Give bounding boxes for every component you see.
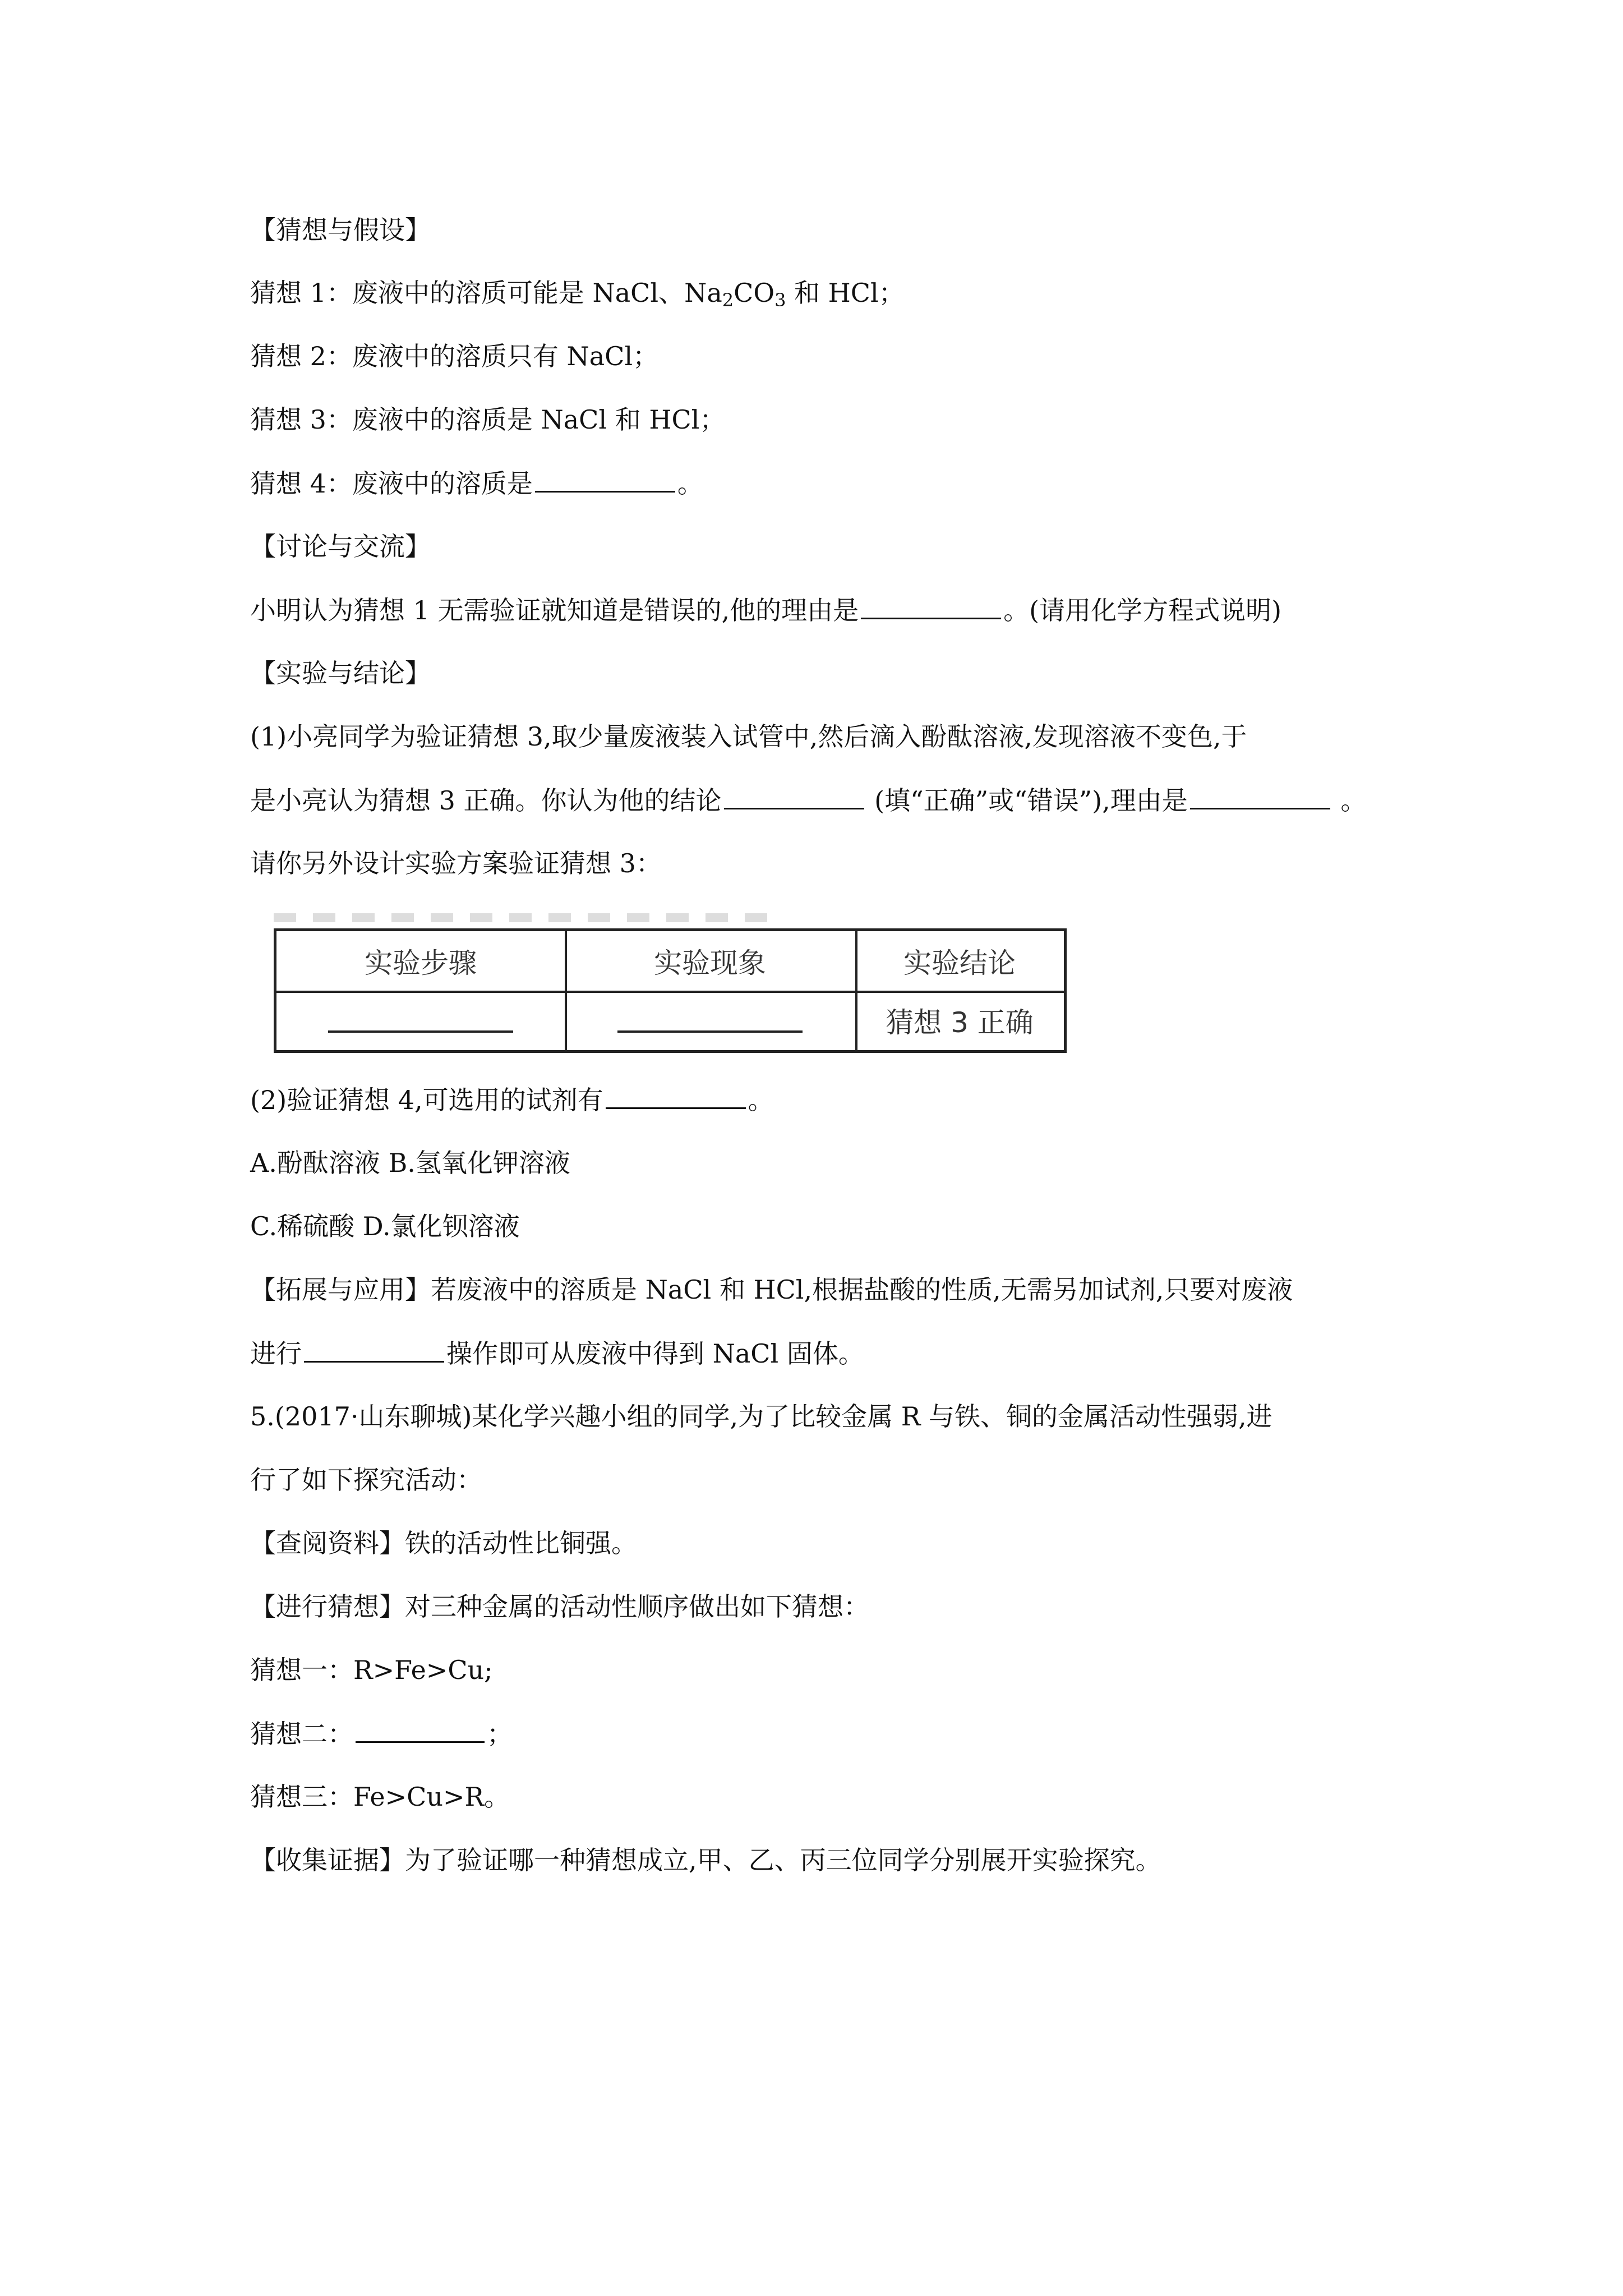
exp2-suffix: 。 bbox=[748, 1085, 774, 1115]
answer-blank[interactable] bbox=[1190, 783, 1330, 809]
h1-mid: CO bbox=[734, 278, 775, 308]
experiment-2 bbox=[250, 1083, 1596, 1117]
evidence: 【收集证据】为了验证哪一种猜想成立,甲、乙、丙三位同学分别展开实验探究。 bbox=[250, 1845, 1161, 1875]
table-cell-phenomena bbox=[565, 991, 857, 1050]
table-row bbox=[276, 991, 1064, 1050]
exp1-suffix: 。 bbox=[1332, 785, 1367, 816]
experiment-1-line-2 bbox=[250, 783, 1596, 817]
guess-1: 猜想一：R>Fe>Cu; bbox=[250, 1655, 493, 1685]
discussion-heading: 【讨论与交流】 bbox=[250, 531, 431, 562]
table-cell-steps bbox=[276, 991, 567, 1050]
guess-heading: 【进行猜想】对三种金属的活动性顺序做出如下猜想： bbox=[250, 1591, 869, 1622]
answer-blank[interactable] bbox=[617, 1008, 803, 1033]
hypothesis-4 bbox=[250, 466, 1596, 500]
answer-blank[interactable] bbox=[304, 1336, 444, 1363]
discussion-suffix: 。(请用化学方程式说明) bbox=[1003, 595, 1282, 625]
options-ab: A.酚酞溶液 B.氢氧化钾溶液 bbox=[250, 1148, 570, 1178]
discussion-text bbox=[250, 593, 1596, 627]
answer-blank[interactable] bbox=[328, 1008, 513, 1033]
discussion-prefix: 小明认为猜想 1 无需验证就知道是错误的,他的理由是 bbox=[250, 595, 859, 625]
hypothesis-2: 猜想 2：废液中的溶质只有 NaCl； bbox=[250, 341, 659, 371]
ext-prefix: 进行 bbox=[250, 1338, 302, 1369]
exp2-prefix: (2)验证猜想 4,可选用的试剂有 bbox=[250, 1085, 603, 1115]
answer-blank[interactable] bbox=[861, 593, 1001, 619]
h1-text: 猜想 1：废液中的溶质可能是 NaCl、Na bbox=[250, 278, 722, 308]
experiment-1-line-3: 请你另外设计实验方案验证猜想 3： bbox=[250, 848, 662, 878]
faded-scan-text bbox=[274, 913, 778, 922]
question-5-line-1: 5.(2017·山东聊城)某化学兴趣小组的同学,为了比较金属 R 与铁、铜的金属活动性强弱,进 bbox=[250, 1401, 1272, 1432]
h1-subscript: 3 bbox=[774, 289, 786, 311]
experiment-heading: 【实验与结论】 bbox=[250, 658, 431, 688]
answer-blank[interactable] bbox=[606, 1083, 746, 1109]
guess2-prefix: 猜想二： bbox=[250, 1719, 353, 1749]
experiment-table bbox=[274, 928, 1067, 1053]
table-cell-conclusion: 猜想 3 正确 bbox=[886, 1006, 1034, 1039]
ext-suffix: 操作即可从废液中得到 NaCl 固体。 bbox=[446, 1338, 864, 1369]
options-cd: C.稀硫酸 D.氯化钡溶液 bbox=[250, 1211, 520, 1241]
extension-line-1: 【拓展与应用】若废液中的溶质是 NaCl 和 HCl,根据盐酸的性质,无需另加试剂,只要对废液 bbox=[250, 1274, 1293, 1305]
table-header-row bbox=[276, 931, 1064, 993]
answer-blank[interactable] bbox=[535, 466, 675, 493]
answer-blank[interactable] bbox=[724, 783, 864, 809]
table-header-cell: 实验步骤 bbox=[276, 931, 567, 991]
exp1-prefix: 是小亮认为猜想 3 正确。你认为他的结论 bbox=[250, 785, 722, 816]
h1-subscript: 2 bbox=[722, 289, 734, 311]
h1-suffix: 和 HCl； bbox=[786, 278, 905, 308]
experiment-1-line-1: (1)小亮同学为验证猜想 3,取少量废液装入试管中,然后滴入酚酞溶液,发现溶液不变色,于 bbox=[250, 721, 1247, 752]
answer-blank[interactable] bbox=[356, 1717, 485, 1743]
hypothesis-heading: 【猜想与假设】 bbox=[250, 215, 431, 245]
guess-2 bbox=[250, 1717, 1596, 1751]
table-header-cell: 实验结论 bbox=[903, 947, 1016, 979]
table-header-cell: 实验现象 bbox=[565, 931, 857, 991]
extension-line-2 bbox=[250, 1336, 1596, 1370]
question-5-line-2: 行了如下探究活动： bbox=[250, 1465, 482, 1495]
guess-3: 猜想三：Fe>Cu>R。 bbox=[250, 1782, 510, 1812]
guess2-suffix: ； bbox=[487, 1719, 513, 1749]
h4-suffix: 。 bbox=[677, 468, 703, 499]
hypothesis-3: 猜想 3：废液中的溶质是 NaCl 和 HCl； bbox=[250, 404, 726, 435]
hypothesis-1 bbox=[250, 276, 1596, 310]
exp1-mid: (填“正确”或“错误”),理由是 bbox=[866, 785, 1188, 816]
lookup-info: 【查阅资料】铁的活动性比铜强。 bbox=[250, 1528, 637, 1558]
h4-text: 猜想 4：废液中的溶质是 bbox=[250, 468, 533, 499]
